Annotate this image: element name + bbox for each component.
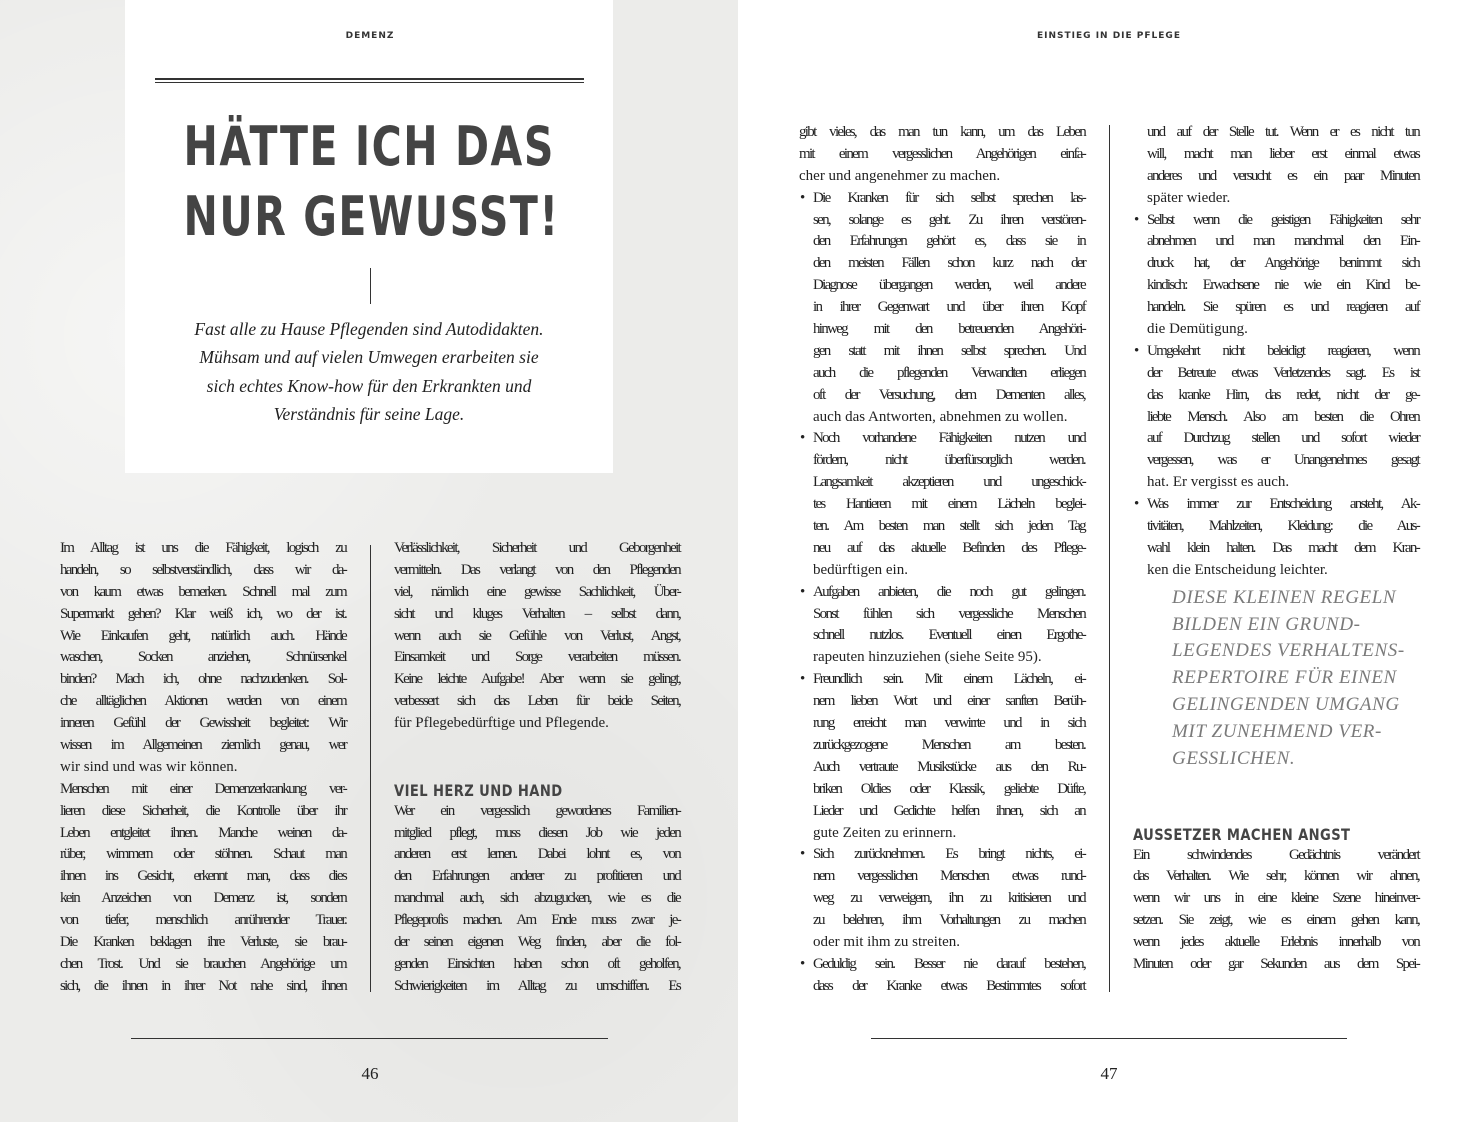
line-text: anderen erst lernen. Dabei lohnt es, von — [394, 846, 680, 863]
text-line — [60, 560, 346, 582]
line-text: Umgekehrt nicht beleidigt reagieren, wenn — [1147, 342, 1419, 359]
line-text: kein Anzeichen von Demenz ist, sondern — [60, 890, 346, 907]
text-line — [60, 582, 346, 604]
line-text: Sich zurücknehmen. Es bringt nichts, ei- — [813, 846, 1085, 863]
text-line — [394, 560, 680, 582]
line-text: Langsamkeit akzeptieren und ungeschick- — [813, 474, 1085, 491]
text-line — [799, 910, 1085, 932]
line-text: bedürftigen ein. — [813, 561, 908, 578]
line-text: gute Zeiten zu erinnern. — [813, 824, 957, 841]
text-line — [799, 625, 1085, 647]
text-line — [1133, 297, 1419, 319]
line-text: neu auf das aktuelle Befinden des Pflege- — [813, 539, 1085, 556]
text-line — [1133, 231, 1419, 253]
paragraph — [60, 538, 346, 779]
text-line — [799, 866, 1085, 888]
text-line — [60, 713, 346, 735]
line-text: vermitteln. Das verlangt von den Pflegenden — [394, 561, 680, 578]
line-text: hat. Er vergisst es auch. — [1147, 474, 1290, 491]
line-text: Verlässlichkeit, Sicherheit und Geborgenheit — [394, 540, 680, 556]
text-line — [799, 823, 1085, 845]
quote-line: GELINGENDEN UMGANG — [1172, 694, 1400, 716]
line-text: oder mit ihm zu streiten. — [813, 933, 961, 950]
column-divider — [1109, 125, 1110, 992]
bullet-item — [799, 582, 1085, 670]
line-text: Die Kranken beklagen ihre Verluste, sie brau- — [60, 934, 346, 951]
line-text: der seinen eigenen Weg finden, aber die fol- — [394, 934, 680, 951]
text-line — [60, 626, 346, 648]
line-text: sen, solange es geht. Zu ihren verstören- — [813, 211, 1085, 228]
text-line — [799, 407, 1085, 429]
text-line — [1133, 954, 1419, 976]
bullet-item — [1133, 341, 1419, 494]
paragraph — [394, 538, 680, 735]
text-line — [60, 735, 346, 757]
line-text: rapeuten hinzuziehen (siehe Seite 95). — [813, 649, 1042, 666]
line-text: Keine leichte Aufgabe! Aber wenn sie gelingt, — [394, 671, 680, 688]
line-text: Lieder und Gedichte helfen ihnen, sich an — [813, 802, 1085, 819]
line-text: das kranke Hirn, das redet, nicht der ge- — [1147, 386, 1419, 403]
column-divider — [370, 545, 371, 992]
text-line — [394, 647, 680, 669]
bullet-icon: • — [800, 189, 806, 206]
line-text: Leben entgleitet ihnen. Manche weinen da- — [60, 824, 346, 841]
title-line: HÄTTE ICH DAS — [183, 115, 555, 178]
text-line — [799, 801, 1085, 823]
text-line — [1133, 253, 1419, 275]
title-line: NUR GEWUSST! — [183, 185, 560, 248]
line-text: gen statt mit ihnen selbst sprechen. Und — [813, 342, 1085, 359]
text-line — [1133, 428, 1419, 450]
line-text: Schwierigkeiten im Alltag zu umschiffen. Es — [394, 977, 680, 994]
text-line — [60, 866, 346, 888]
quote-line: GESSLICHEN. — [1172, 748, 1296, 770]
line-text: Menschen mit einer Demenzerkrankung ver- — [60, 780, 346, 797]
line-text: auch die pflegenden Verwandten erliegen — [813, 364, 1085, 381]
text-line — [1133, 910, 1419, 932]
text-line — [1133, 341, 1419, 363]
line-text: chen Trost. Und sie brauchen Angehörige um — [60, 955, 346, 972]
quote-line: LEGENDES VERHALTENS- — [1172, 640, 1405, 662]
line-text: mitglied pflegt, muss diesen Job wie jeden — [394, 824, 680, 841]
line-text: Minuten oder gar Sekunden aus dem Spei- — [1133, 956, 1419, 973]
text-line — [60, 669, 346, 691]
text-line — [394, 910, 680, 932]
line-text: gibt vieles, das man tun kann, um das Leben — [799, 124, 1085, 140]
bullet-item — [799, 669, 1085, 844]
text-line — [799, 341, 1085, 363]
line-text: Freundlich sein. Mit einem Lächeln, ei- — [813, 671, 1085, 688]
text-line — [799, 582, 1085, 604]
text-line — [60, 757, 346, 779]
quote-line: MIT ZUNEHMEND VER- — [1172, 721, 1382, 743]
text-line — [60, 910, 346, 932]
line-text: Noch vorhandene Fähigkeiten nutzen und — [813, 430, 1085, 447]
left-column-1 — [60, 538, 346, 998]
text-line — [60, 647, 346, 669]
line-text: briken Oldies oder Klassik, geliebte Düfte, — [813, 780, 1085, 797]
text-line — [60, 976, 346, 998]
text-line — [799, 932, 1085, 954]
text-line — [394, 604, 680, 626]
line-text: von tiefer, menschlich anrührender Trauer. — [60, 912, 346, 929]
line-text: schnell nutzlos. Eventuell einen Ergothe- — [813, 627, 1085, 644]
line-text: cher und angenehmer zu machen. — [799, 167, 1001, 184]
chapter-title — [125, 112, 613, 252]
text-line — [1133, 472, 1419, 494]
text-line — [799, 275, 1085, 297]
text-line — [799, 735, 1085, 757]
line-text: wenn auch sie Gefühle von Verlust, Angst, — [394, 627, 680, 644]
text-line — [799, 779, 1085, 801]
text-line — [799, 166, 1085, 188]
text-line — [60, 844, 346, 866]
line-text: zu belehren, ihm Vorhaltungen zu machen — [813, 912, 1085, 929]
bullet-item — [1133, 210, 1419, 341]
line-text: hinweg mit den betreuenden Angehöri- — [813, 321, 1085, 338]
paragraph — [394, 801, 680, 998]
text-line — [394, 669, 680, 691]
text-line — [799, 713, 1085, 735]
text-line — [394, 844, 680, 866]
line-text: will, macht man lieber erst einmal etwas — [1147, 145, 1419, 162]
text-line — [60, 779, 346, 801]
text-line — [799, 363, 1085, 385]
bullet-item — [799, 844, 1085, 953]
line-text: den Erfahrungen gehört es, dass sie in — [813, 233, 1085, 250]
text-line — [799, 144, 1085, 166]
text-line — [1133, 516, 1419, 538]
text-line — [60, 538, 346, 560]
line-text: sich, die ihnen in ihrer Not nahe sind, ihnen — [60, 977, 346, 994]
text-line — [799, 428, 1085, 450]
text-line — [1133, 275, 1419, 297]
line-text: den Erfahrungen anderer zu profitieren und — [394, 868, 680, 885]
line-text: waschen, Socken anziehen, Schnürsenkel — [60, 649, 346, 666]
text-line — [1133, 166, 1419, 188]
paragraph — [1133, 122, 1419, 210]
line-text: Diagnose übergangen werden, weil andere — [813, 277, 1085, 294]
text-line — [1133, 144, 1419, 166]
line-text: oft der Versuchung, dem Dementen alles, — [813, 386, 1085, 403]
line-text: wahl klein halten. Das macht dem Kran- — [1147, 539, 1419, 556]
line-text: sicht und kluges Verhalten – selbst dann, — [394, 605, 680, 622]
line-text: und auf der Stelle tut. Wenn er es nicht tun — [1147, 124, 1419, 140]
text-line — [799, 516, 1085, 538]
bullet-item — [799, 188, 1085, 429]
line-text: vergessen, was er Unangenehmes gesagt — [1147, 452, 1419, 469]
text-line — [394, 888, 680, 910]
intro-line: sich echtes Know-how für den Erkrankten und — [206, 375, 532, 396]
line-text: die Demütigung. — [1147, 321, 1248, 338]
line-text: für Pflegebedürftige und Pflegende. — [394, 715, 609, 732]
text-line — [799, 450, 1085, 472]
title-divider — [370, 268, 371, 304]
line-text: Selbst wenn die geistigen Fähigkeiten sehr — [1147, 211, 1419, 228]
text-line — [1133, 932, 1419, 954]
line-text: der Betreute etwas Verletzendes sagt. Es ist — [1147, 364, 1419, 381]
pull-quote — [1133, 582, 1419, 823]
text-line — [799, 888, 1085, 910]
text-line — [1133, 845, 1419, 867]
line-text: später wieder. — [1147, 189, 1231, 206]
bullet-icon: • — [800, 583, 806, 600]
line-text: viel, nämlich eine gewisse Sachlichkeit, Über- — [394, 583, 680, 600]
text-line — [799, 757, 1085, 779]
text-line — [799, 297, 1085, 319]
text-line — [799, 188, 1085, 210]
line-text: liebte Mensch. Also am besten die Ohren — [1147, 408, 1419, 425]
line-text: nem lieben Wort und einer sanften Berüh- — [813, 693, 1085, 710]
text-line — [60, 604, 346, 626]
section-heading: VIEL HERZ UND HAND — [394, 780, 563, 800]
text-line — [1133, 122, 1419, 144]
text-line — [60, 691, 346, 713]
bullet-icon: • — [1134, 496, 1140, 513]
line-text: Supermarkt gehen? Klar weiß ich, wo der ist. — [60, 605, 346, 622]
text-line — [1133, 494, 1419, 516]
line-text: rung erreicht man verwirrte und in sich — [813, 715, 1085, 732]
text-line — [1133, 866, 1419, 888]
line-text: Ein schwindendes Gedächtnis verändert — [1133, 846, 1419, 863]
text-line — [799, 976, 1085, 998]
line-text: handeln, so selbstverständlich, dass wir da- — [60, 561, 346, 578]
quote-line: BILDEN EIN GRUND- — [1172, 613, 1361, 635]
line-text: che alltäglichen Aktionen werden von einem — [60, 693, 346, 710]
line-text: anderes und versucht es ein paar Minuten — [1147, 167, 1419, 184]
bullet-icon: • — [1134, 211, 1140, 228]
line-text: kindisch: Erwachsene nie wie ein Kind be- — [1147, 277, 1419, 294]
line-text: mit einem vergesslichen Angehörigen einfa- — [799, 145, 1085, 162]
intro-line: Mühsam und auf vielen Umwegen erarbeiten sie — [199, 347, 539, 368]
line-text: wissen im Allgemeinen ziemlich genau, wer — [60, 737, 346, 754]
text-line — [799, 319, 1085, 341]
line-text: Sonst fühlen sich vergessliche Menschen — [813, 605, 1085, 622]
bullet-item — [799, 428, 1085, 581]
text-line — [394, 954, 680, 976]
paragraph — [60, 779, 346, 998]
line-text: Pflegeprofis machen. Am Ende muss zwar je- — [394, 912, 680, 929]
page-number-right: 47 — [1100, 1064, 1118, 1083]
line-text: ihnen ins Gesicht, erkennt man, dass dies — [60, 868, 346, 885]
line-text: weg zu verweigern, ihn zu kritisieren und — [813, 890, 1085, 907]
text-line — [60, 932, 346, 954]
text-line — [1133, 188, 1419, 210]
line-text: tivitäten, Mahlzeiten, Kleidung: die Aus- — [1147, 518, 1419, 535]
line-text: druck hat, der Angehörige benimmt sich — [1147, 255, 1419, 272]
text-line — [394, 582, 680, 604]
bullet-icon: • — [1134, 342, 1140, 359]
line-text: setzen. Sie zeigt, wie es einem gehen kann, — [1133, 912, 1419, 929]
text-line — [1133, 450, 1419, 472]
line-text: auf Durchzug stellen und sofort wieder — [1147, 430, 1419, 447]
line-text: handeln. Sie spüren es und reagieren auf — [1147, 299, 1419, 316]
line-text: Einsamkeit und Sorge verarbeiten müssen. — [394, 649, 680, 666]
bullet-icon: • — [800, 430, 806, 447]
quote-line: REPERTOIRE FÜR EINEN — [1172, 667, 1397, 689]
text-line — [394, 866, 680, 888]
bullet-icon: • — [800, 955, 806, 972]
text-line — [799, 494, 1085, 516]
text-line — [799, 691, 1085, 713]
line-text: binden? Mach ich, ohne nachzudenken. Sol- — [60, 671, 346, 688]
line-text: auch das Antworten, abnehmen zu wollen. — [813, 408, 1068, 425]
line-text: tes Hantieren mit einem Lächeln beglei- — [813, 496, 1085, 513]
paragraph — [1133, 845, 1419, 976]
line-text: wenn jedes aktuelle Erlebnis innerhalb von — [1133, 934, 1419, 951]
text-line — [799, 253, 1085, 275]
line-text: Geduldig sein. Besser nie darauf bestehen, — [813, 955, 1085, 972]
text-line — [799, 560, 1085, 582]
text-line — [1133, 363, 1419, 385]
line-text: Wie Einkaufen geht, natürlich auch. Hände — [60, 627, 346, 644]
text-line — [60, 954, 346, 976]
running-head-left: DEMENZ — [345, 31, 395, 41]
text-line — [394, 976, 680, 998]
line-text: Was immer zur Entscheidung ansteht, Ak- — [1147, 496, 1419, 513]
page-number-left: 46 — [361, 1064, 379, 1083]
text-line — [394, 538, 680, 560]
text-line — [799, 472, 1085, 494]
text-line — [394, 823, 680, 845]
line-text: lieren diese Sicherheit, die Kontrolle über ihr — [60, 802, 346, 819]
line-text: abnehmen und man manchmal den Ein- — [1147, 233, 1419, 250]
text-line — [1133, 538, 1419, 560]
footer-rule — [871, 1038, 1347, 1039]
line-text: ken die Entscheidung leichter. — [1147, 561, 1328, 578]
bullet-item — [799, 954, 1085, 998]
text-line — [1133, 888, 1419, 910]
line-text: zurückgezogene Menschen am besten. — [813, 736, 1085, 753]
intro-text — [125, 315, 613, 428]
line-text: genden Einsichten haben schon oft geholfen, — [394, 955, 680, 972]
line-text: ten. Am besten man stellt sich jeden Tag — [813, 518, 1085, 535]
line-text: den meisten Fällen schon kurz nach der — [813, 255, 1085, 272]
text-line — [799, 647, 1085, 669]
text-line — [1133, 319, 1419, 341]
spacer — [394, 735, 680, 757]
bullet-icon: • — [800, 671, 806, 688]
intro-line: Verständnis für seine Lage. — [273, 403, 465, 424]
double-rule — [155, 78, 584, 83]
running-head-right: EINSTIEG IN DIE PFLEGE — [1037, 31, 1181, 41]
text-line — [60, 801, 346, 823]
right-column-1 — [799, 122, 1085, 998]
text-line — [394, 691, 680, 713]
text-line — [799, 844, 1085, 866]
line-text: wenn wir uns in eine kleine Szene hineinver- — [1133, 890, 1419, 907]
quote-line: DIESE KLEINEN REGELN — [1172, 586, 1397, 608]
left-column-2 — [394, 538, 680, 998]
line-text: rüber, wimmern oder stöhnen. Schaut man — [60, 846, 346, 863]
line-text: nem vergesslichen Menschen etwas rund- — [813, 868, 1085, 885]
text-line — [799, 604, 1085, 626]
line-text: inneren Gefühl der Gewissheit begleitet: Wir — [60, 715, 346, 732]
text-line — [799, 210, 1085, 232]
right-column-2 — [1133, 122, 1419, 976]
line-text: manchmal auch, sich abzugucken, wie es die — [394, 890, 680, 907]
text-line — [799, 231, 1085, 253]
line-text: verbessert sich das Leben für beide Seiten, — [394, 693, 680, 710]
text-line — [60, 888, 346, 910]
text-line — [394, 801, 680, 823]
text-line — [1133, 210, 1419, 232]
text-line — [394, 713, 680, 735]
line-text: wir sind und was wir können. — [60, 758, 238, 775]
bullet-icon: • — [800, 846, 806, 863]
text-line — [799, 538, 1085, 560]
line-text: das Verhalten. Wie sehr, können wir ahnen, — [1133, 868, 1419, 885]
spacer — [394, 757, 680, 779]
intro-line: Fast alle zu Hause Pflegenden sind Autodidakten. — [194, 319, 544, 339]
line-text: Aufgaben anbieten, die noch gut gelingen. — [813, 583, 1085, 600]
line-text: in ihrer Gegenwart und über ihren Kopf — [813, 299, 1085, 316]
line-text: Im Alltag ist uns die Fähigkeit, logisch zu — [60, 540, 346, 556]
line-text: dass der Kranke etwas Bestimmtes sofort — [813, 977, 1085, 994]
text-line — [799, 954, 1085, 976]
bullet-item — [1133, 494, 1419, 582]
line-text: von kaum etwas bemerken. Schnell mal zum — [60, 583, 346, 600]
section-heading: AUSSETZER MACHEN ANGST — [1133, 824, 1351, 844]
text-line — [394, 932, 680, 954]
text-line — [1133, 407, 1419, 429]
line-text: Auch vertraute Musikstücke aus den Ru- — [813, 758, 1085, 775]
text-line — [60, 823, 346, 845]
line-text: Wer ein vergesslich gewordenes Familien- — [394, 802, 680, 819]
line-text: Die Kranken für sich selbst sprechen las- — [813, 189, 1085, 206]
footer-rule — [131, 1038, 608, 1039]
text-line — [1133, 385, 1419, 407]
text-line — [1133, 560, 1419, 582]
line-text: fördern, nicht überfürsorglich werden. — [813, 452, 1085, 469]
text-line — [394, 626, 680, 648]
text-line — [799, 385, 1085, 407]
text-line — [799, 122, 1085, 144]
paragraph — [799, 122, 1085, 188]
text-line — [799, 669, 1085, 691]
